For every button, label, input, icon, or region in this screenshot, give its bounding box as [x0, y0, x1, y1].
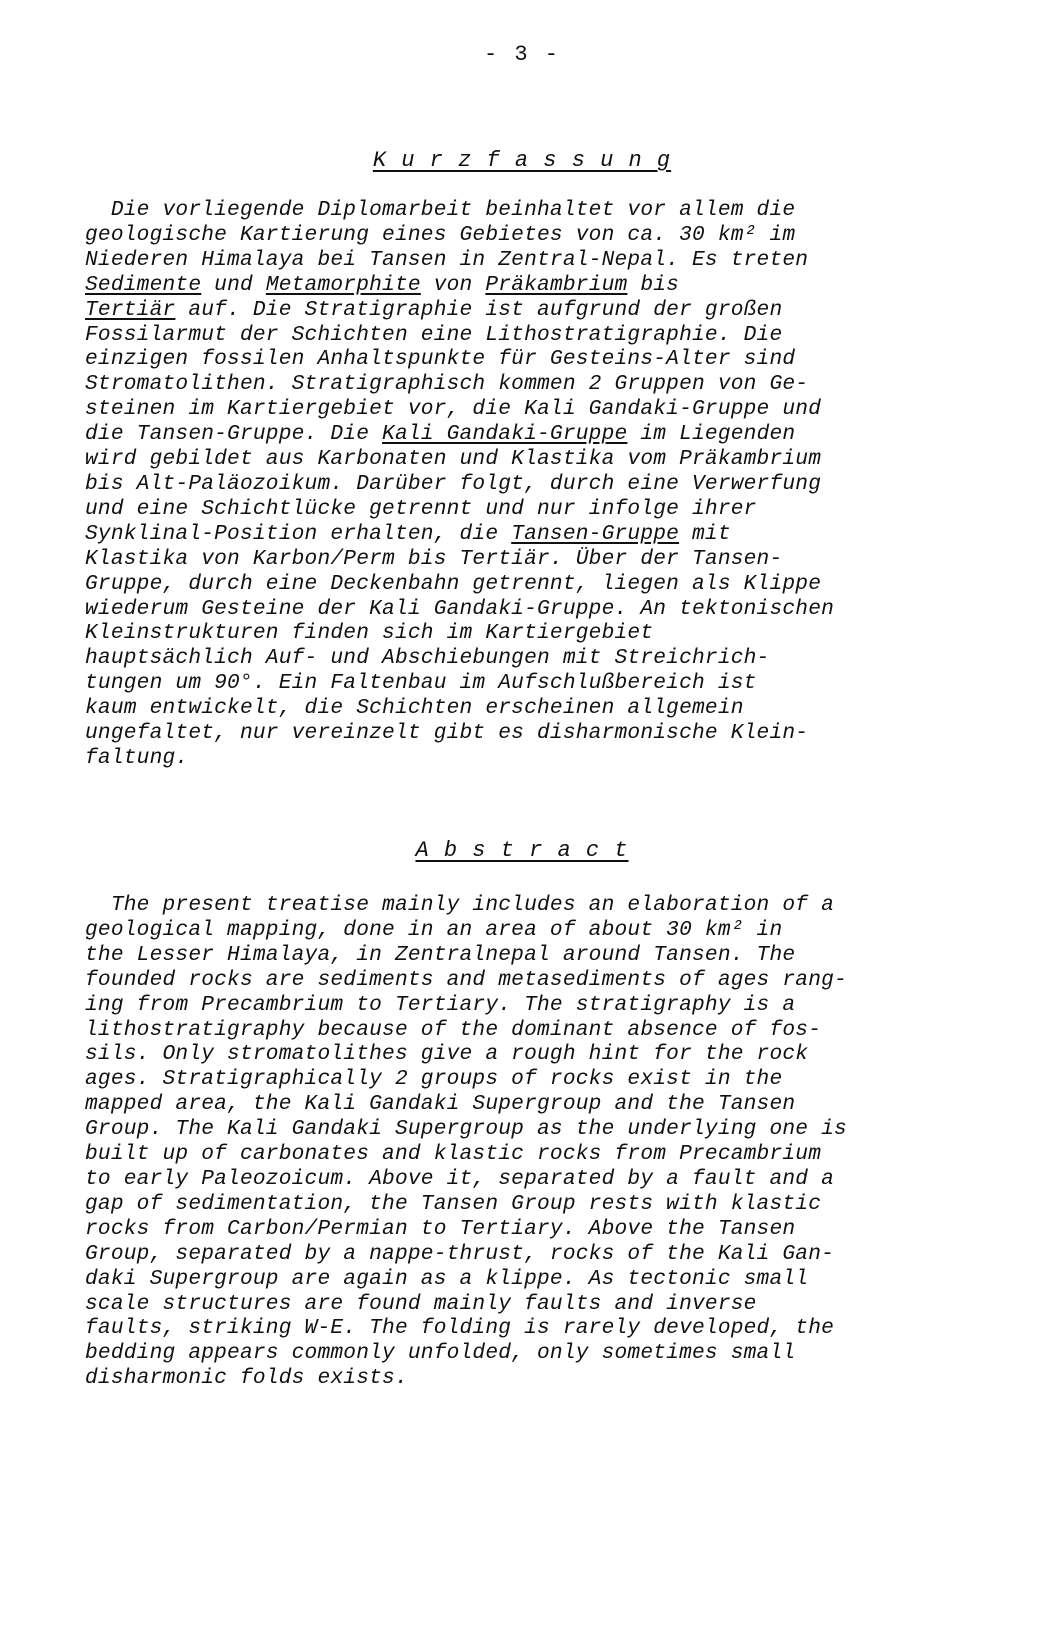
text-segment: tungen um 90°. Ein Faltenbau im Aufschlußbereich ist	[85, 671, 757, 696]
text-line	[85, 1042, 985, 1067]
text-segment: faltung.	[85, 745, 189, 770]
text-line	[85, 1242, 985, 1267]
text-segment: rocks from Carbon/Permian to Tertiary. Above the Tansen	[85, 1216, 796, 1241]
kurzfassung-paragraph	[85, 198, 985, 771]
text-line	[85, 497, 985, 522]
text-line	[85, 671, 985, 696]
abstract-heading	[0, 838, 1044, 863]
text-segment: faults, striking W-E. The folding is rarely developed, the	[85, 1316, 835, 1341]
underlined-term: Kali Gandaki-Gruppe	[382, 422, 628, 447]
text-segment: bedding appears commonly unfolded, only sometimes small	[85, 1341, 796, 1366]
underlined-term: Präkambrium	[485, 272, 628, 297]
text-line	[85, 522, 985, 547]
text-line	[85, 223, 985, 248]
text-segment: und	[201, 272, 266, 297]
abstract-paragraph	[85, 893, 985, 1391]
text-segment: Gruppe, durch eine Deckenbahn getrennt, liegen als Klippe	[85, 571, 822, 596]
text-segment: geologische Kartierung eines Gebietes von ca. 30 km² im	[85, 222, 796, 247]
text-line	[85, 397, 985, 422]
text-line	[85, 646, 985, 671]
text-segment: Niederen Himalaya bei Tansen in Zentral-Nepal. Es treten	[85, 247, 809, 272]
text-segment: Stromatolithen. Stratigraphisch kommen 2 Gruppen von Ge-	[85, 372, 809, 397]
underlined-term: Tansen-Gruppe	[511, 521, 680, 546]
text-segment: im Liegenden	[627, 422, 796, 447]
text-segment: bis Alt-Paläozoikum. Darüber folgt, durch eine Verwerfung	[85, 471, 822, 496]
text-segment: von	[420, 272, 486, 297]
text-segment: lithostratigraphy because of the dominant absence of fos-	[85, 1017, 822, 1042]
text-line	[85, 918, 985, 943]
underlined-term: Metamorphite	[265, 272, 421, 297]
text-segment: gap of sedimentation, the Tansen Group rests with klastic	[85, 1191, 822, 1216]
text-line	[85, 372, 985, 397]
text-segment: sils. Only stromatolithes give a rough hint for the rock	[85, 1042, 809, 1067]
text-line	[85, 1341, 985, 1366]
text-segment: built up of carbonates and klastic rocks from Precambrium	[85, 1142, 822, 1167]
text-segment: mapped area, the Kali Gandaki Supergroup and the Tansen	[85, 1092, 796, 1117]
text-line	[85, 472, 985, 497]
text-segment: ungefaltet, nur vereinzelt gibt es disharmonische Klein-	[85, 721, 809, 746]
text-segment: Fossilarmut der Schichten eine Lithostratigraphie. Die	[85, 322, 783, 347]
text-line	[85, 1117, 985, 1142]
text-line	[85, 1292, 985, 1317]
text-segment: bis	[627, 272, 680, 297]
text-line	[85, 1217, 985, 1242]
kurzfassung-heading	[0, 148, 1044, 173]
text-segment: auf. Die Stratigraphie ist aufgrund der großen	[175, 297, 783, 322]
text-line	[85, 621, 985, 646]
text-line	[85, 721, 985, 746]
text-segment: disharmonic folds exists.	[85, 1366, 408, 1391]
text-line	[85, 572, 985, 597]
text-segment: hauptsächlich Auf- und Abschiebungen mit Streichrich-	[85, 646, 770, 671]
text-segment: wiederum Gesteine der Kali Gandaki-Gruppe. An tektonischen	[85, 596, 835, 621]
text-segment: steinen im Kartiergebiet vor, die Kali Gandaki-Gruppe und	[85, 397, 822, 422]
text-line	[85, 968, 985, 993]
text-segment: Klastika von Karbon/Perm bis Tertiär. Über der Tansen-	[85, 546, 783, 571]
text-segment: the Lesser Himalaya, in Zentralnepal around Tansen. The	[85, 942, 796, 967]
text-line	[85, 597, 985, 622]
text-line	[85, 1067, 985, 1092]
text-line	[85, 993, 985, 1018]
kurzfassung-title: K u r z f a s s u n g	[372, 148, 672, 173]
text-line	[85, 1018, 985, 1043]
text-segment: ing from Precambrium to Tertiary. The stratigraphy is a	[85, 992, 796, 1017]
underlined-term: Tertiär	[85, 297, 176, 322]
text-segment: Group. The Kali Gandaki Supergroup as the underlying one is	[85, 1117, 847, 1142]
text-segment: to early Paleozoicum. Above it, separated by a fault and a	[85, 1166, 835, 1191]
text-line	[85, 1366, 985, 1391]
text-line	[85, 198, 985, 223]
text-segment: Synklinal-Position erhalten, die	[85, 521, 512, 546]
text-line	[85, 893, 985, 918]
text-segment: scale structures are found mainly faults and inverse	[85, 1291, 757, 1316]
text-segment: daki Supergroup are again as a klippe. As tectonic small	[85, 1266, 809, 1291]
text-line	[85, 447, 985, 472]
text-segment: wird gebildet aus Karbonaten und Klastika vom Präkambrium	[85, 447, 822, 472]
text-segment: founded rocks are sediments and metasediments of ages rang-	[85, 967, 847, 992]
text-segment: die Tansen-Gruppe. Die	[85, 422, 383, 447]
underlined-term: Sedimente	[85, 272, 202, 297]
text-segment: einzigen fossilen Anhaltspunkte für Gesteins-Alter sind	[85, 347, 796, 372]
text-line	[85, 943, 985, 968]
text-line	[85, 323, 985, 348]
text-segment: Kleinstrukturen finden sich im Kartiergebiet	[85, 621, 654, 646]
text-line	[85, 298, 985, 323]
text-line	[85, 273, 985, 298]
text-segment: mit	[679, 521, 731, 546]
text-line	[85, 1092, 985, 1117]
text-segment: The present treatise mainly includes an elaboration of a	[85, 893, 835, 917]
text-line	[85, 1192, 985, 1217]
abstract-title: A b s t r a c t	[415, 838, 629, 863]
text-segment: und eine Schichtlücke getrennt und nur infolge ihrer	[85, 496, 757, 521]
page-number: - 3 -	[483, 42, 560, 67]
text-segment: geological mapping, done in an area of about 30 km² in	[85, 917, 783, 942]
text-line	[85, 1142, 985, 1167]
text-line	[85, 746, 985, 771]
text-line	[85, 422, 985, 447]
text-line	[85, 1316, 985, 1341]
text-line	[85, 1267, 985, 1292]
text-segment: Die vorliegende Diplomarbeit beinhaltet vor allem die	[85, 198, 796, 222]
text-line	[85, 347, 985, 372]
text-line	[85, 248, 985, 273]
text-segment: kaum entwickelt, die Schichten erscheinen allgemein	[85, 696, 744, 721]
text-segment: ages. Stratigraphically 2 groups of rocks exist in the	[85, 1067, 783, 1092]
text-line	[85, 547, 985, 572]
text-segment: Group, separated by a nappe-thrust, rocks of the Kali Gan-	[85, 1241, 835, 1266]
text-line	[85, 696, 985, 721]
text-line	[85, 1167, 985, 1192]
